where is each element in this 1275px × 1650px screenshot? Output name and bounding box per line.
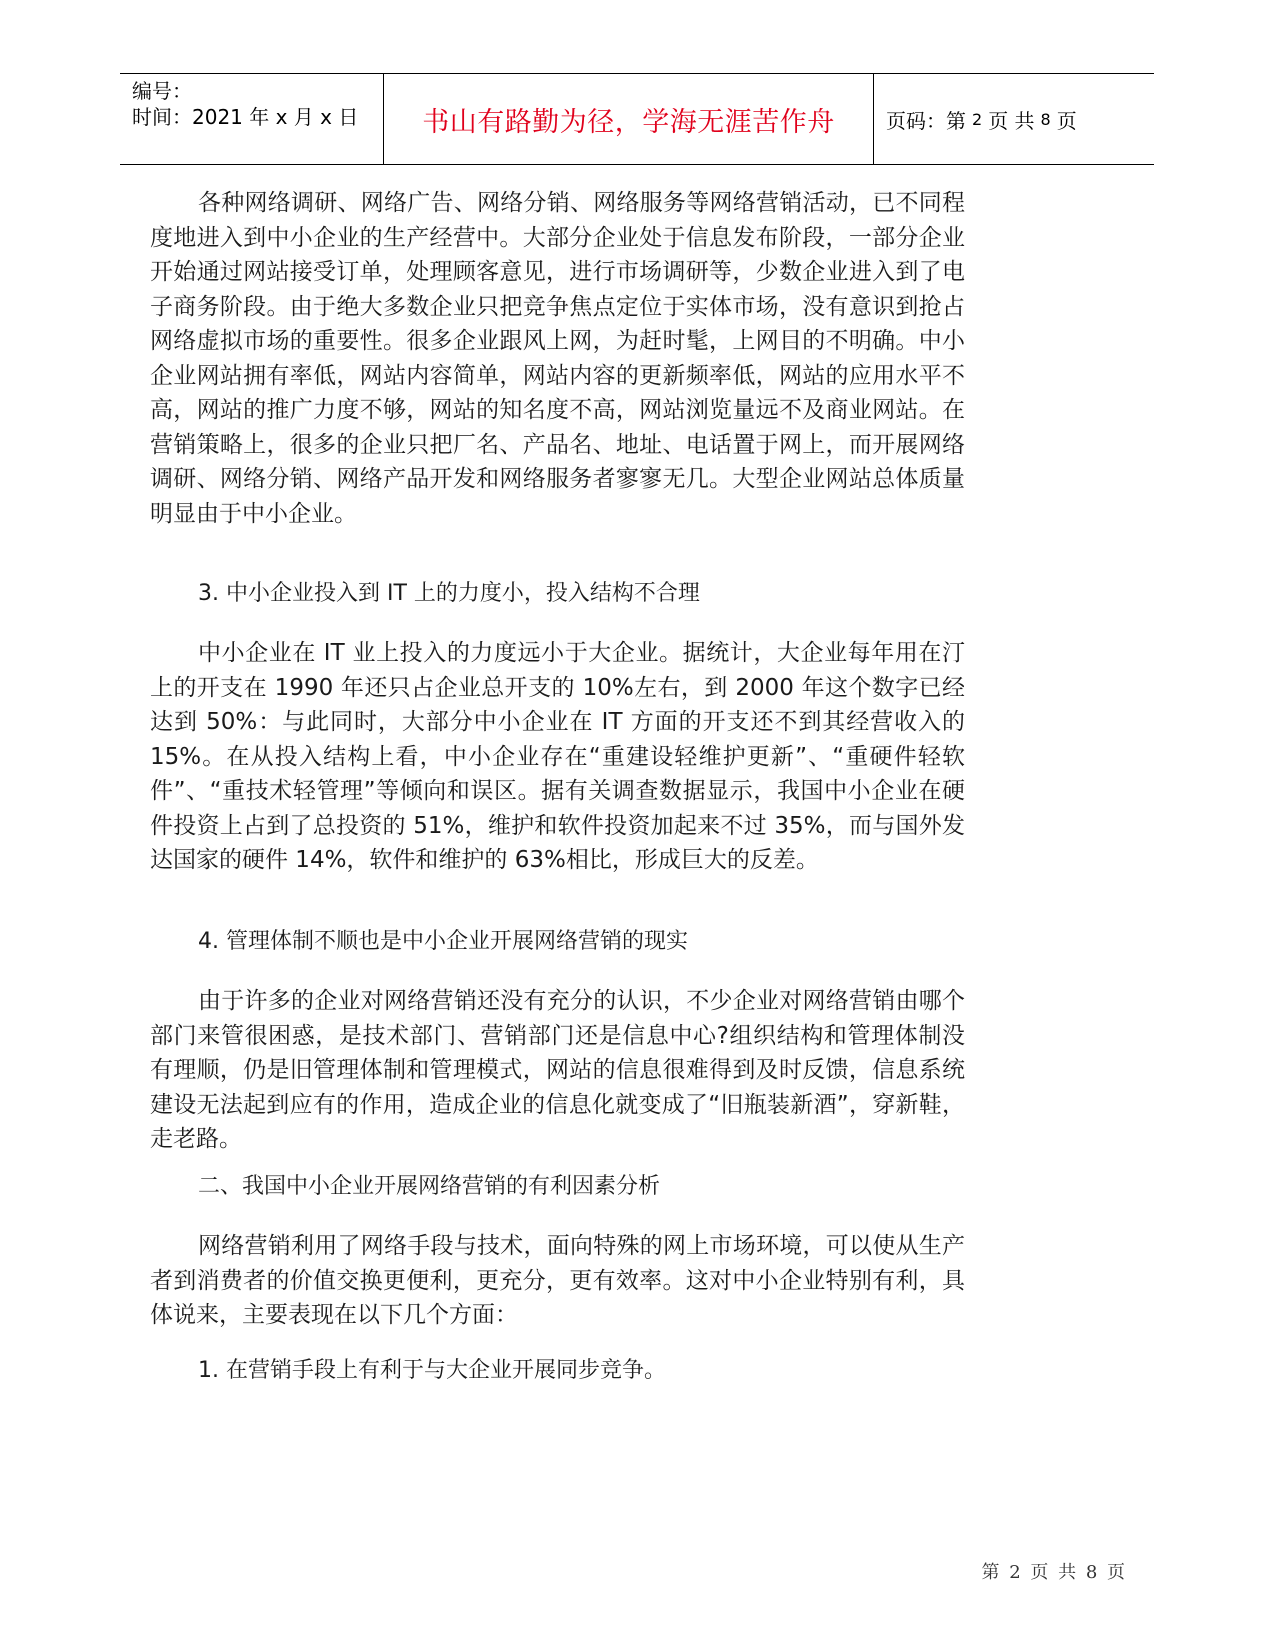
- paragraph-1: 各种网络调研、网络广告、网络分销、网络服务等网络营销活动，已不同程度地进入到中小企业的生产经营中。大部分企业处于信息发布阶段，一部分企业开始通过网站接受订单，处理顾客意见，进行市场调研等，少数企业进入到了电子商务阶段。由于绝大多数企业只把竞争焦点定位于实体市场，没有意识到抢占网络虚拟市场的重要性。很多企业跟风上网，为赶时髦，上网目的不明确。中小企业网站拥有率低，网站内容简单，网站内容的更新频率低，网站的应用水平不高，网站的推广力度不够，网站的知名度不高，网站浏览量远不及商业网站。在营销策略上，很多的企业只把厂名、产品名、地址、电话置于网上，而开展网络调研、网络分销、网络产品开发和网络服务者寥寥无几。大型企业网站总体质量明显由于中小企业。: [150, 190, 965, 527]
- header-table: [120, 73, 1154, 165]
- heading-1-block: [150, 1354, 965, 1389]
- page-number: 2: [972, 109, 983, 129]
- heading-section-2: 二、我国中小企业开展网络营销的有利因素分析: [198, 1174, 661, 1199]
- paragraph-2-block: [150, 636, 965, 878]
- paragraph-2: 中小企业在 IT 业上投入的力度远小于大企业。据统计，大企业每年用在汀上的开支在 1990 年还只占企业总开支的 10%左右，到 2000 年这个数字已经达到 50%：与此同时，大部分中小企业在 IT 方面的开支还不到其经营收入的 15%。在从投入结构上看，中小企业存在“重建设轻维护更新”、“重硬件轻软件”、“重技术轻管理”等倾向和误区。据有关调查数据显示，我国中小企业在硬件投资上占到了总投资的 51%，维护和软件投资加起来不过 35%，而与国外发达国家的硬件 14%，软件和维护的 63%相比，形成巨大的反差。: [150, 640, 965, 873]
- page-prefix: 页码：第: [886, 108, 966, 133]
- page-mid: 页 共: [988, 108, 1035, 133]
- header-motto-cell: [384, 74, 874, 164]
- paragraph-3: 由于许多的企业对网络营销还没有充分的认识，不少企业对网络营销由哪个部门来管很困惑，是技术部门、营销部门还是信息中心?组织结构和管理体制没有理顺，仍是旧管理体制和管理模式，网站的信息很难得到及时反馈，信息系统建设无法起到应有的作用，造成企业的信息化就变成了“旧瓶装新酒”，穿新鞋，走老路。: [150, 988, 965, 1152]
- paragraph-1-block: [150, 186, 965, 531]
- paragraph-4: 网络营销利用了网络手段与技术，面向特殊的网上市场环境，可以使从生产者到消费者的价值交换更便利，更充分，更有效率。这对中小企业特别有利，具体说来，主要表现在以下几个方面：: [150, 1233, 965, 1328]
- paragraph-3-block: [150, 984, 965, 1157]
- heading-marketing-means: 1. 在营销手段上有利于与大企业开展同步竞争。: [198, 1358, 666, 1383]
- section-2-heading-block: [150, 1170, 965, 1205]
- header-page-cell: [874, 74, 1154, 164]
- header-motto: 书山有路勤为径，学海无涯苦作舟: [422, 106, 835, 138]
- serial-label: 编号：: [132, 79, 192, 103]
- header-meta-cell: [120, 74, 384, 164]
- page-suffix: 页: [1056, 108, 1077, 133]
- page-total: 8: [1040, 109, 1051, 129]
- page-footer: 第 2 页 共 8 页: [981, 1562, 1127, 1583]
- heading-4-block: [150, 925, 965, 960]
- paragraph-4-block: [150, 1229, 965, 1333]
- heading-3-block: [150, 577, 965, 612]
- heading-it-investment: 3. 中小企业投入到 IT 上的力度小，投入结构不合理: [198, 581, 700, 606]
- time-label: 时间：2021 年 x 月 x 日: [132, 105, 359, 129]
- heading-management-system: 4. 管理体制不顺也是中小企业开展网络营销的现实: [198, 929, 688, 954]
